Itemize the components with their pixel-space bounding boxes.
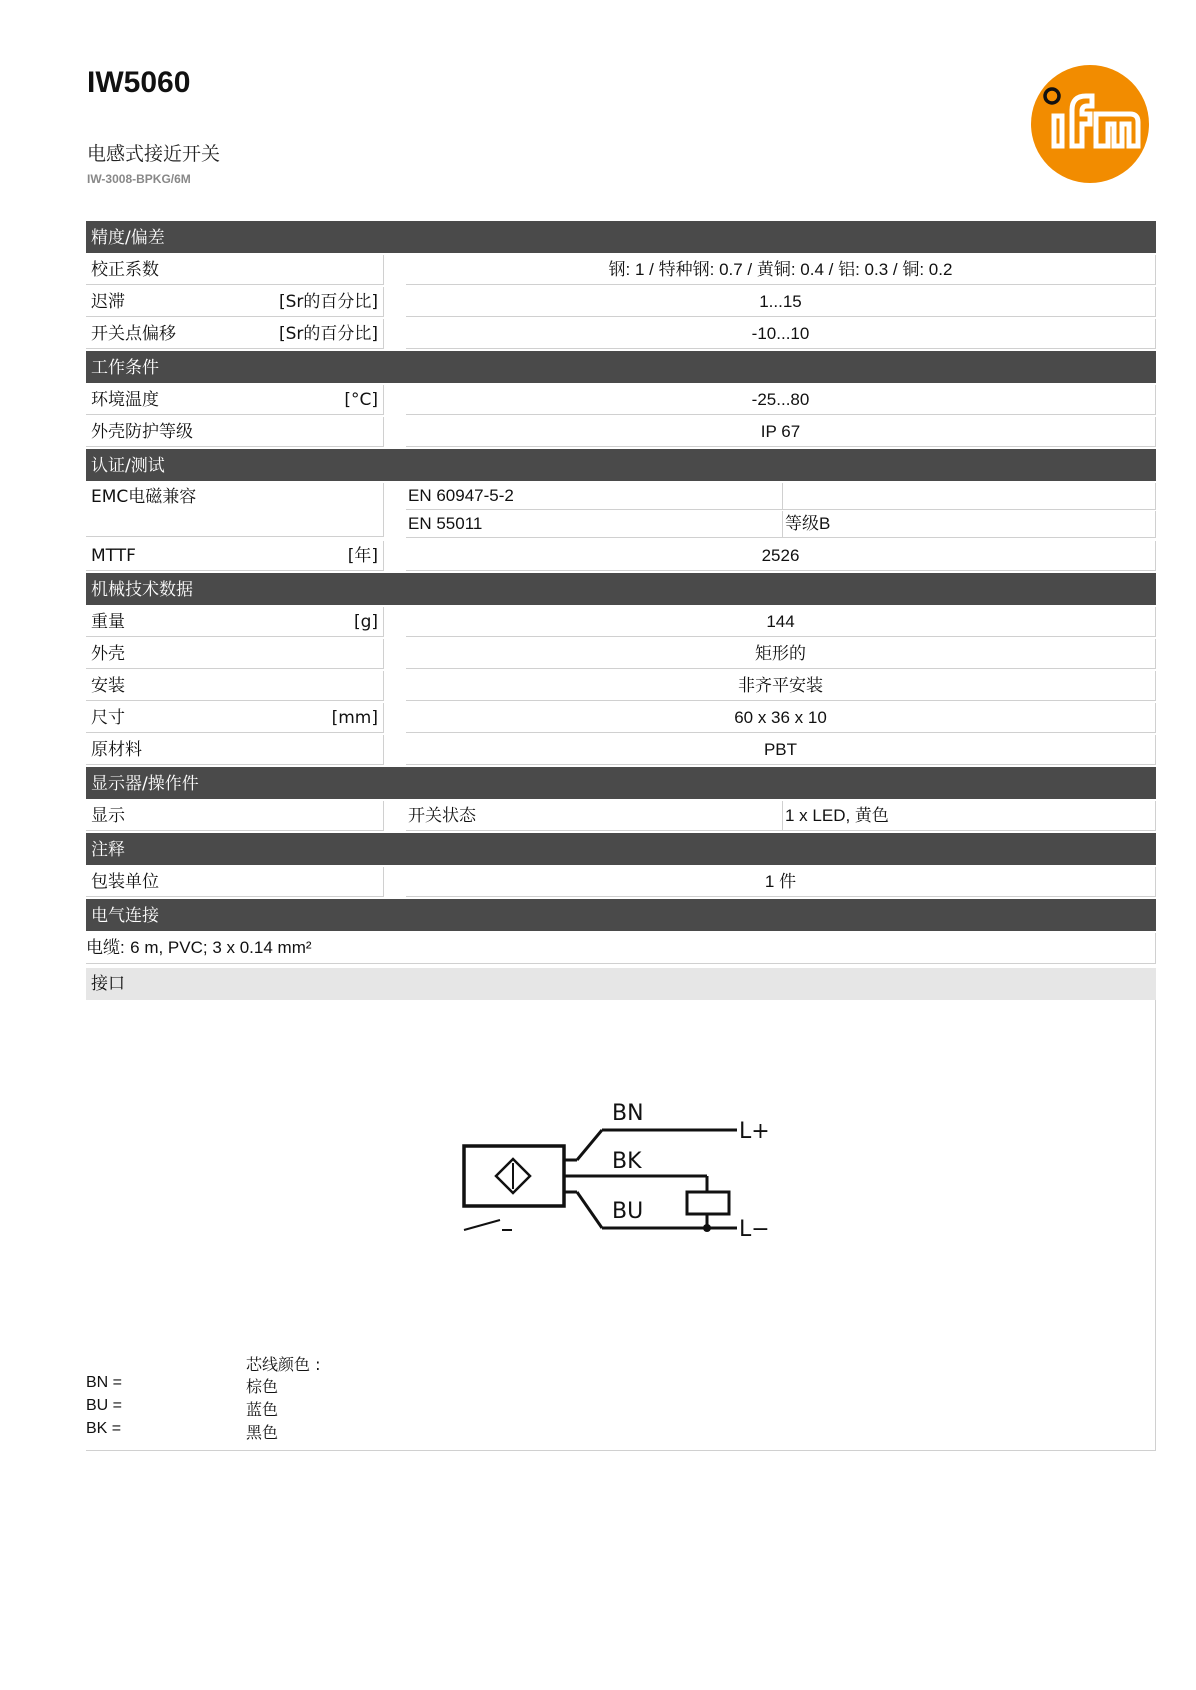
spec-row [86, 867, 1156, 897]
cable-label: 电缆: [86, 938, 125, 957]
wire-label-bu: BU [612, 1199, 644, 1224]
spec-unit: [Sr的百分比] [278, 292, 378, 312]
spec-label: 尺寸 [91, 708, 125, 728]
spec-value: -10...10 [406, 319, 1156, 349]
spec-label: 迟滞 [91, 292, 125, 312]
spec-row [86, 255, 1156, 285]
wire-label-bk: BK [612, 1149, 642, 1174]
section-mechanical-header: 机械技术数据 [86, 573, 1156, 605]
spec-value: 钢: 1 / 特种钢: 0.7 / 黄铜: 0.4 / 铝: 0.3 / 铜: 0.2 [406, 255, 1156, 285]
spec-label: MTTF [91, 546, 136, 566]
spec-row [86, 385, 1156, 415]
product-title: IW5060 [87, 66, 191, 99]
spec-unit: [年] [347, 546, 378, 566]
spec-value: 60 x 36 x 10 [406, 703, 1156, 733]
terminal-l-plus: L+ [739, 1119, 770, 1144]
cable-spec [86, 933, 1156, 964]
section-electrical-header: 电气连接 [86, 899, 1156, 931]
wire-label-bn: BN [612, 1101, 644, 1126]
legend-color: 黑色 [246, 1423, 279, 1442]
section-accuracy-header: 精度/偏差 [86, 221, 1156, 253]
section-approvals-header: 认证/测试 [86, 449, 1156, 481]
emc-detail: 等级B [785, 514, 831, 533]
emc-row [86, 483, 1156, 539]
section-notes-header: 注释 [86, 833, 1156, 865]
spec-row [86, 541, 1156, 571]
spec-row [86, 287, 1156, 317]
interface-header: 接口 [86, 968, 1156, 1000]
spec-value: 非齐平安装 [406, 671, 1156, 701]
spec-row [86, 319, 1156, 349]
emc-standard: EN 60947-5-2 [406, 483, 783, 509]
section-operating-header: 工作条件 [86, 351, 1156, 383]
spec-label: 开关点偏移 [91, 324, 176, 344]
spec-unit: [g] [353, 612, 378, 632]
spec-label: EMC电磁兼容 [91, 487, 197, 507]
spec-label: 环境温度 [91, 390, 159, 410]
spec-label: 重量 [91, 612, 125, 632]
spec-value: IP 67 [406, 417, 1156, 447]
spec-row [86, 639, 1156, 669]
spec-label: 校正系数 [91, 260, 159, 280]
emc-standard: EN 55011 [406, 511, 783, 537]
display-type: 开关状态 [406, 801, 783, 830]
legend-code: BN = [86, 1374, 123, 1391]
ifm-logo [1030, 64, 1150, 184]
spec-value: 矩形的 [406, 639, 1156, 669]
legend-title: 芯线颜色 : [246, 1355, 321, 1374]
terminal-l-minus: L− [739, 1217, 770, 1242]
legend-code: BU = [86, 1397, 123, 1414]
emc-entry [406, 483, 1156, 510]
display-detail: 1 x LED, 黄色 [785, 806, 889, 825]
article-number: IW-3008-BPKG/6M [87, 172, 191, 186]
legend-color: 蓝色 [246, 1400, 279, 1419]
spec-unit: [°C] [344, 390, 378, 410]
spec-label: 包装单位 [91, 872, 159, 892]
spec-value: PBT [406, 735, 1156, 765]
interface-panel [86, 1000, 1156, 1451]
spec-value: 2526 [406, 541, 1156, 571]
section-display-header: 显示器/操作件 [86, 767, 1156, 799]
spec-unit: [Sr的百分比] [278, 324, 378, 344]
spec-row [86, 417, 1156, 447]
spec-label: 安装 [91, 676, 125, 696]
wiring-diagram [462, 1080, 782, 1250]
product-subtitle: 电感式接近开关 [87, 143, 221, 165]
legend-color: 棕色 [246, 1377, 279, 1396]
spec-row [86, 671, 1156, 701]
spec-value: 144 [406, 607, 1156, 637]
legend-code: BK = [86, 1420, 122, 1437]
spec-value: 1...15 [406, 287, 1156, 317]
spec-label: 原材料 [91, 740, 142, 760]
spec-row [86, 801, 1156, 831]
emc-detail [783, 483, 1155, 509]
spec-row [86, 735, 1156, 765]
spec-label: 显示 [91, 806, 125, 826]
datasheet [86, 221, 1156, 1451]
spec-label: 外壳防护等级 [91, 422, 193, 442]
cable-value: 6 m, PVC; 3 x 0.14 mm² [130, 938, 312, 957]
spec-value: 1 件 [406, 867, 1156, 897]
spec-value: -25...80 [406, 385, 1156, 415]
spec-unit: [mm] [331, 708, 378, 728]
emc-entry [406, 511, 1156, 538]
spec-label: 外壳 [91, 644, 125, 664]
spec-row [86, 607, 1156, 637]
spec-row [86, 703, 1156, 733]
